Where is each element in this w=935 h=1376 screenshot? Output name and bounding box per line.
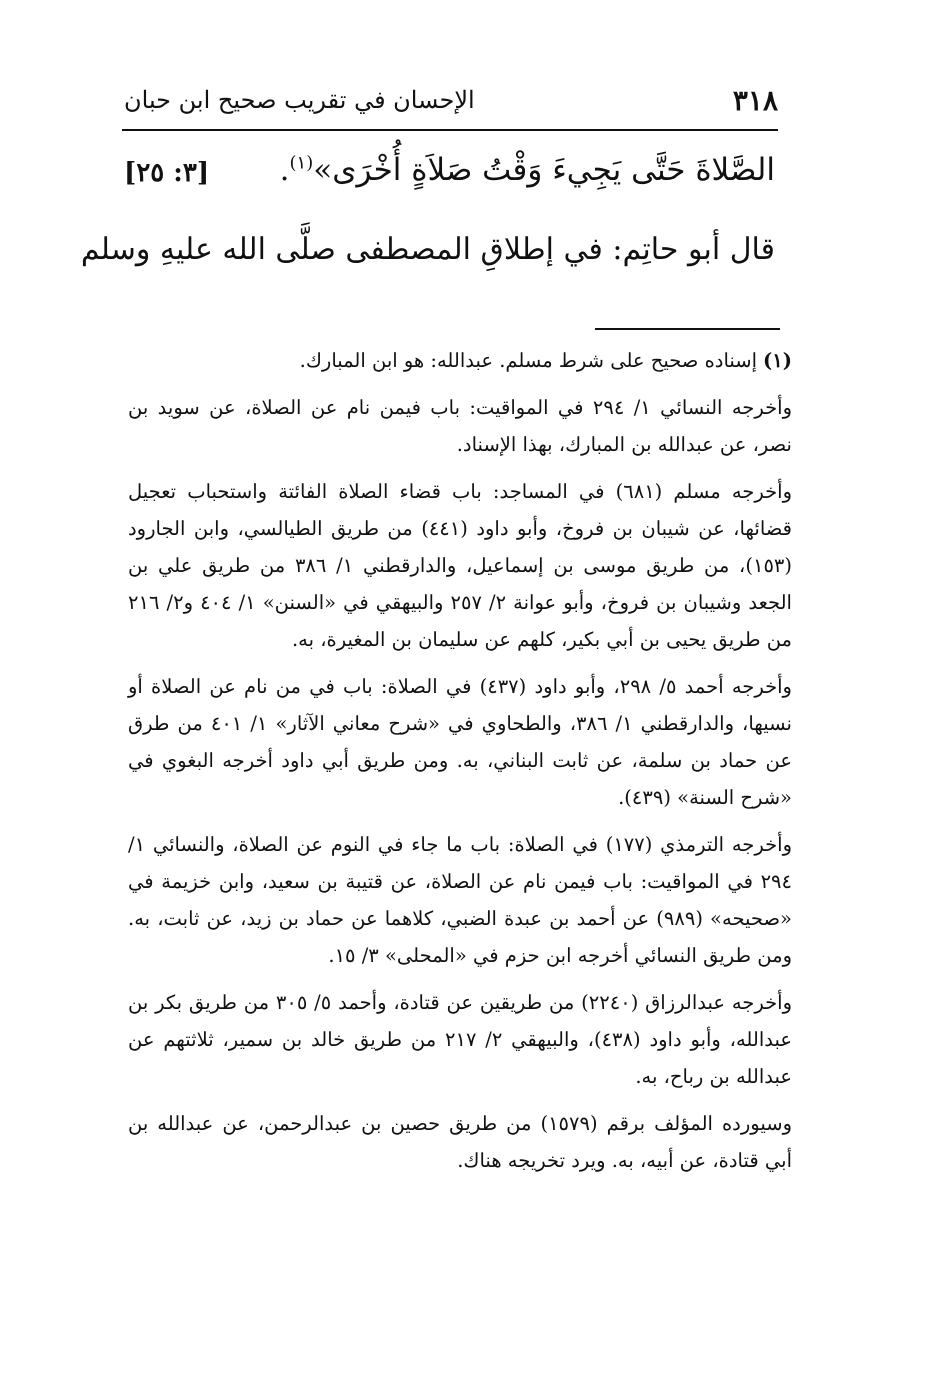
section-heading: قال أبو حاتِم: في إطلاقِ المصطفى صلَّى الله عليهِ وسلم (80, 232, 775, 267)
footnote-paragraph: وسيورده المؤلف برقم (١٥٧٩) من طريق حصين بن عبدالرحمن، عن عبدالله بن أبي قتادة، عن أبيه، به. ويرد تخريجه هناك. (128, 1112, 792, 1172)
page-header (118, 78, 778, 126)
hadith-reference: [٣: ٢٥] (124, 158, 210, 188)
running-title: الإحسان في تقريب صحيح ابن حبان (124, 86, 475, 114)
footnote-paragraph: وأخرجه النسائي ١/ ٢٩٤ في المواقيت: باب فيمن نام عن الصلاة، عن سويد بن نصر، عن عبدالله بن المبارك، بهذا الإسناد. (128, 396, 792, 456)
footnote-paragraph (128, 342, 792, 379)
hadith-end: . (279, 152, 290, 188)
footnote-paragraph: وأخرجه أحمد ٥/ ٢٩٨، وأبو داود (٤٣٧) في الصلاة: باب في من نام عن الصلاة أو نسيها، والدارقطني ١/ ٣٨٦، والطحاوي في «شرح معاني الآثار» ١/ ٤٠١ من طرق عن حماد بن سلمة، عن ثابت البناني، به. ومن طريق أبي داود أخرجه البغوي في «شرح السنة» (٤٣٩). (128, 675, 792, 809)
footnotes (128, 342, 792, 1189)
hadith-body: الصَّلاةَ حَتَّى يَجِيءَ وَقْتُ صَلاَةٍ أُخْرَى» (313, 152, 775, 188)
footnote-marker: (١) (763, 349, 792, 372)
footnote-ref: (١) (289, 152, 314, 174)
footnote-paragraph: وأخرجه عبدالرزاق (٢٢٤٠) من طريقين عن قتادة، وأحمد ٥/ ٣٠٥ من طريق بكر بن عبدالله، وأبو داود (٤٣٨)، والبيهقي ٢/ ٢١٧ من طريق خالد بن سمير، ثلاثتهم عن عبدالله بن رباح، به. (128, 991, 793, 1088)
footnote-text: إسناده صحيح على شرط مسلم. عبدالله: هو ابن المبارك. (299, 349, 758, 372)
footnote-paragraph: وأخرجه الترمذي (١٧٧) في الصلاة: باب ما جاء في النوم عن الصلاة، والنسائي ١/ ٢٩٤ في المواقيت: باب فيمن نام عن الصلاة، عن قتيبة بن سعيد، وابن خزيمة في «صحيحه» (٩٨٩) عن أحمد بن عبدة الضبي، كلاهما عن حماد بن زيد، عن ثابت، به. ومن طريق النسائي أخرجه ابن حزم في «المحلى» ٣/ ١٥. (128, 833, 793, 967)
footnote-paragraph: وأخرجه مسلم (٦٨١) في المساجد: باب قضاء الصلاة الفائتة واستحباب تعجيل قضائها، عن شيبان بن فروخ، وأبو داود (٤٤١) من طريق الطيالسي، وابن الجارود (١٥٣)، من طريق موسى بن إسماعيل، والدارقطني ١/ ٣٨٦ من طريق علي بن الجعد وشيبان بن فروخ، وأبو عوانة ٢/ ٢٥٧ والبيهقي في «السنن» ١/ ٤٠٤ و٢/ ٢١٦ من طريق يحيى بن أبي بكير، كلهم عن سليمان بن المغيرة، به. (128, 480, 793, 651)
header-rule (122, 129, 778, 131)
hadith-text (155, 152, 775, 188)
page-number: ٣١٨ (732, 84, 778, 117)
footnote-rule (595, 328, 780, 330)
